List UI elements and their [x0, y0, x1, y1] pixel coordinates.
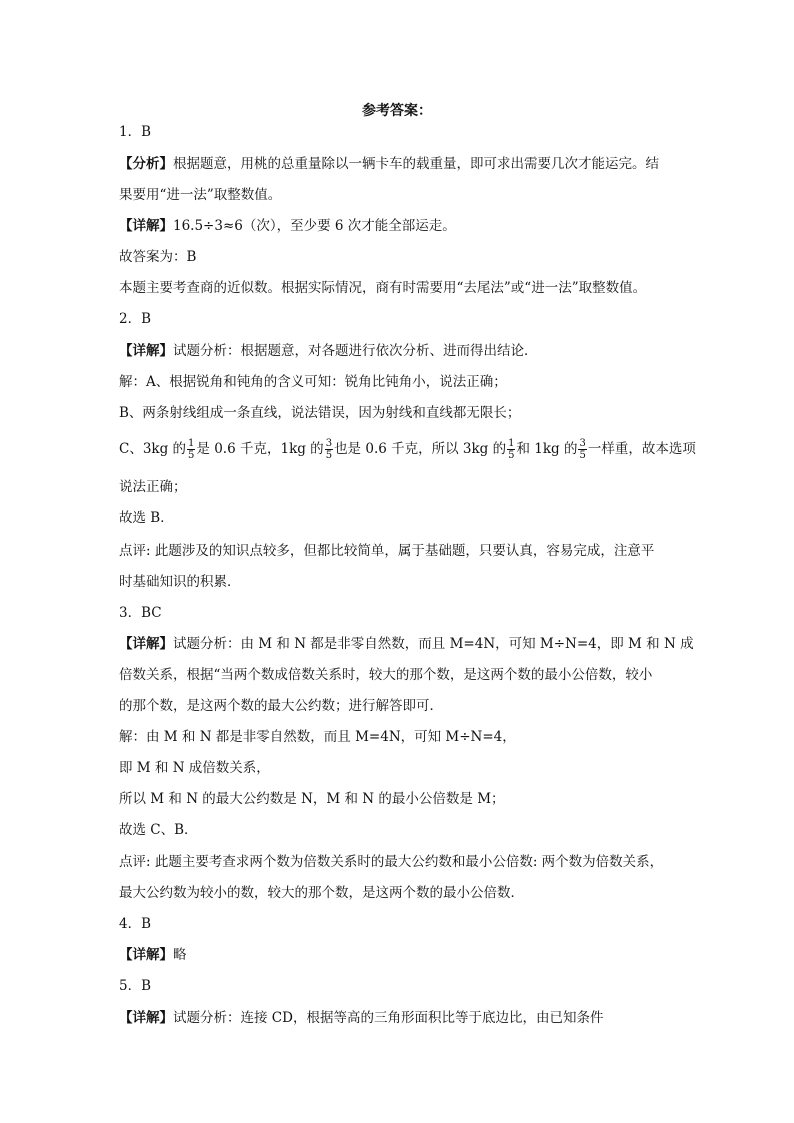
detail-tag: 【详解】: [119, 636, 173, 652]
q3-detail-line1: [119, 634, 694, 654]
q2-option-b: B、两条射线组成一条直线，说法错误，因为射线和直线都无限长；: [119, 405, 521, 421]
q1-analysis-line2: 果要用“进一法”取整数值。: [119, 187, 282, 203]
q1-number: 1．B: [119, 124, 152, 140]
page-title: 参考答案：: [362, 103, 432, 119]
fraction-three-fifths: $\frac{3}{5}$: [325, 438, 333, 461]
q2-option-c: [119, 436, 696, 462]
q2-number: 2．B: [119, 311, 152, 327]
detail-tag: 【详解】: [119, 218, 173, 234]
detail-text: 略: [173, 947, 187, 963]
analysis-tag: 【分析】: [119, 156, 173, 172]
q1-analysis-line1: [119, 154, 679, 174]
detail-tag: 【详解】: [119, 343, 173, 359]
q5-detail: [119, 1008, 679, 1028]
analysis-text: 根据题意，用桃的总重量除以一辆卡车的载重量，即可求出需要几次才能运完。结: [173, 156, 659, 172]
q3-answer: 故选 C、B．: [119, 822, 198, 838]
q2-comment-line2: 时基础知识的积累．: [119, 574, 241, 590]
fraction-one-fifth: $\frac{1}{5}$: [188, 438, 195, 461]
detail-text: 试题分析：根据题意，对各题进行依次分析、进而得出结论．: [173, 343, 538, 359]
detail-tag: 【详解】: [119, 1010, 173, 1026]
q2-comment-line1: 点评: 此题涉及的知识点较多，但都比较简单，属于基础题，只要认真，容易完成，注意平: [119, 543, 655, 559]
text-part: 也是 0.6 千克，所以 3kg 的: [334, 441, 507, 457]
detail-text: 试题分析：连接 CD，根据等高的三角形面积比等于底边比，由已知条件: [173, 1010, 604, 1026]
text-part: C、3kg 的: [119, 441, 187, 457]
q3-comment-line2: 最大公约数为较小的数，较大的那个数，是这两个数的最小公倍数．: [119, 885, 524, 901]
q3-comment-line1: 点评: 此题主要考查求两个数为倍数关系时的最大公约数和最小公倍数: 两个数为倍数关系，: [119, 854, 664, 870]
q3-solve-line1: 解：由 M 和 N 都是非零自然数，而且 M=4N，可知 M÷N=4，: [119, 729, 516, 745]
q1-note: 本题主要考查商的近似数。根据实际情况，商有时需要用“去尾法”或“进一法”取整数值。: [119, 280, 647, 296]
detail-text: 16.5÷3≈6（次），至少要 6 次才能全部运走。: [173, 218, 456, 234]
q2-detail: [119, 341, 679, 361]
q2-option-c-line2: 说法正确；: [119, 479, 187, 495]
q3-detail-line2: 倍数关系，根据“当两个数成倍数关系时，较大的那个数，是这两个数的最小公倍数，较小: [119, 667, 653, 683]
q3-solve-line3: 所以 M 和 N 的最大公约数是 N，M 和 N 的最小公倍数是 M；: [119, 791, 505, 807]
detail-tag: 【详解】: [119, 947, 173, 963]
fraction-three-fifths: $\frac{3}{5}$: [579, 438, 586, 461]
q3-solve-line2: 即 M 和 N 成倍数关系，: [119, 760, 270, 776]
q2-solve: 解：A、根据锐角和钝角的含义可知：锐角比钝角小，说法正确；: [119, 374, 507, 390]
text-part: 一样重，故本选项: [587, 441, 696, 457]
q1-answer: 故答案为：B: [119, 249, 197, 265]
q2-answer: 故选 B．: [119, 510, 174, 526]
q5-number: 5．B: [119, 978, 152, 994]
q4-number: 4．B: [119, 916, 152, 932]
text-part: 和 1kg 的: [516, 441, 578, 457]
q4-detail: [119, 945, 679, 965]
fraction-one-fifth: $\frac{1}{5}$: [508, 438, 515, 461]
detail-text: 试题分析：由 M 和 N 都是非零自然数，而且 M=4N，可知 M÷N=4，即 M 和 N 成: [173, 636, 694, 652]
q3-number: 3．BC: [119, 605, 162, 621]
q1-detail: [119, 216, 679, 236]
q3-detail-line3: 的那个数，是这两个数的最大公约数；进行解答即可．: [119, 698, 443, 714]
text-part: 是 0.6 千克，1kg 的: [196, 441, 324, 457]
